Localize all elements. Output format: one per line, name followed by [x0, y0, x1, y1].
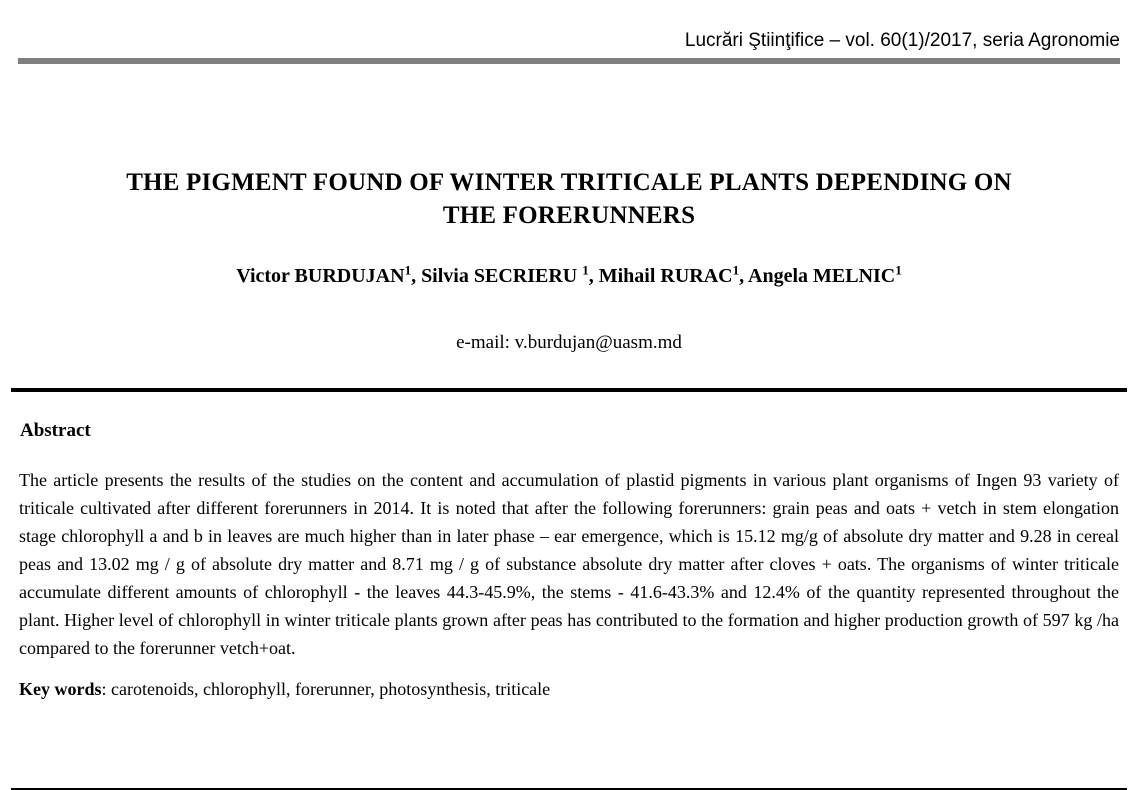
author-affiliation-superscript: 1	[732, 262, 740, 278]
keywords-line	[19, 677, 1119, 701]
paper-title-line-1: THE PIGMENT FOUND OF WINTER TRITICALE PLANTS DEPENDING ON	[126, 169, 1012, 196]
email-line: e-mail: v.burdujan@uasm.md	[456, 332, 682, 353]
paper-page	[0, 30, 1138, 790]
paper-title	[20, 166, 1118, 232]
author: Mihail RURAC$^1$,	[598, 262, 749, 287]
paper-title-line-2: THE FORERUNNERS	[442, 202, 696, 229]
header-rule	[18, 58, 1120, 64]
author: Silvia SECRIERU $^1$,	[421, 262, 599, 287]
keywords-value: : carotenoids, chlorophyll, forerunner, photosynthesis, triticale	[101, 679, 551, 699]
author-affiliation-superscript: 1	[582, 262, 589, 278]
author-affiliation-superscript: 1	[895, 262, 902, 278]
author: Angela MELNIC$^1$	[748, 262, 902, 287]
abstract-heading: Abstract	[20, 420, 91, 441]
author-affiliation-superscript: 1	[404, 262, 412, 278]
abstract-text: The article presents the results of the studies on the content and accumulation of plastid pigments in various plant organisms of Ingen 93 variety of triticale cultivated after different forerunners in 2014. It is noted that after the following forerunners: grain peas and oats + vetch in stem elongation stage chlorophyll a and b in leaves are much higher than in later phase – ear emergence, which is 15.12 mg/g of absolute dry matter and 9.28 in cereal peas and 13.02 mg / g of absolute dry matter and 8.71 mg / g of substance absolute dry matter after cloves + oats. The organisms of winter triticale accumulate different amounts of chlorophyll - the leaves 44.3-45.9%, the stems - 41.6-43.3% and 12.4% of the quantity represented throughout the plant. Higher level of chlorophyll in winter triticale plants grown after peas has contributed to the formation and higher production growth of 597 kg /ha compared to the forerunner vetch+oat.	[19, 470, 1119, 658]
journal-header: Lucrări Ştiinţifice – vol. 60(1)/2017, seria Agronomie	[684, 30, 1120, 51]
author: Victor BURDUJAN$^1$,	[236, 262, 422, 287]
abstract-top-rule	[11, 388, 1127, 392]
authors-line	[20, 264, 1118, 288]
keywords-label: Key words	[19, 679, 102, 699]
